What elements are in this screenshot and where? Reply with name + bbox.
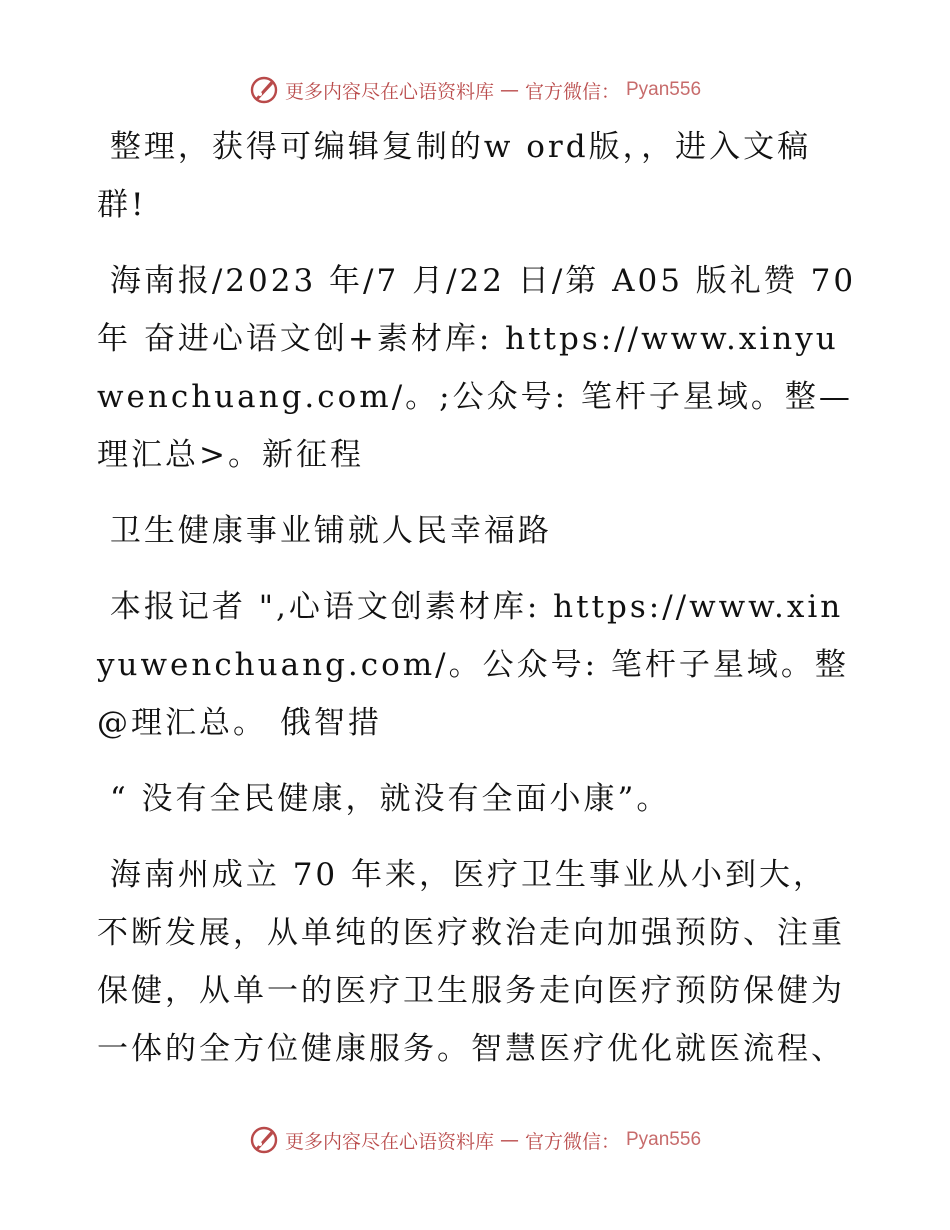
paragraph-1: 整理，获得可编辑复制的w ord版，，进入文稿群! [97,129,812,223]
banner-dash: — [499,79,519,101]
paragraph-5: “ 没有全民健康，就没有全面小康”。 [97,781,671,817]
paragraph-6: 海南州成立 70 年来，医疗卫生事业从小到大，不断发展，从单纯的医疗救治走向加强预防、注重保健，从单一的医疗卫生服务走向医疗预防保健为一体的全方位健康服务。智慧医疗优化就医流程、 [97,857,845,1067]
document-body [97,118,869,1096]
paragraph-3: 卫生健康事业铺就人民幸福路 [97,513,552,549]
paragraph-4: 本报记者 ",心语文创素材库: https://www.xinyuwenchuang.com/。公众号: 笔杆子星域。整@理汇总。 俄智措 [97,589,849,741]
banner-wechat-label: 官方微信： [524,80,620,103]
banner-handle: Pyan556 [626,1129,702,1150]
header-banner [0,72,950,108]
banner-handle: Pyan556 [626,79,702,100]
quill-pen-logo-icon [249,1125,279,1155]
banner-dash: — [499,1129,519,1151]
banner-text: 更多内容尽在心语资料库 [284,80,494,103]
footer-banner [0,1122,950,1158]
paragraph-2: 海南报/2023 年/7 月/22 日/第 A05 版礼赞 70 年 奋进心语文创+素材库: https://www.xinyuwenchuang.com/。;公众号: 笔杆子星域。整—理汇总>。新征程 [97,263,869,473]
banner-wechat-label: 官方微信： [524,1130,620,1153]
quill-pen-logo-icon [249,75,279,105]
banner-text: 更多内容尽在心语资料库 [284,1130,494,1153]
